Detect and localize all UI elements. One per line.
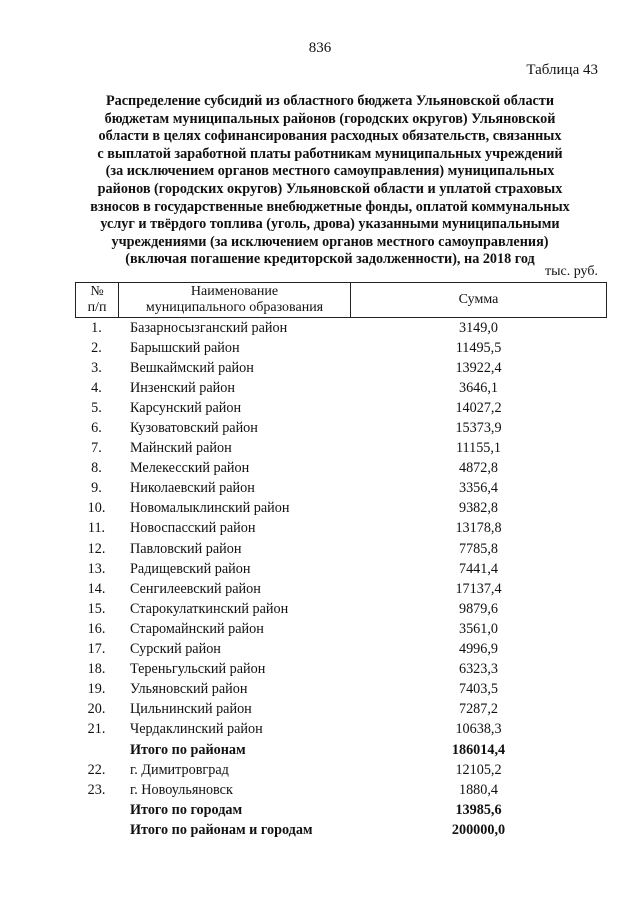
table-row bbox=[75, 318, 607, 338]
row-number: 6. bbox=[91, 420, 102, 437]
row-sum: 10638,3 bbox=[455, 721, 502, 738]
row-sum: 3561,0 bbox=[458, 620, 498, 637]
table-body bbox=[75, 318, 607, 840]
table-total-row bbox=[75, 800, 607, 820]
row-sum: 4996,9 bbox=[458, 641, 498, 658]
row-sum: 17137,4 bbox=[455, 580, 502, 597]
row-name: Базарносызганский район bbox=[130, 319, 288, 336]
row-sum: 13178,8 bbox=[455, 520, 502, 537]
table-label: Таблица 43 bbox=[526, 62, 598, 78]
table-row bbox=[75, 640, 607, 660]
table-row bbox=[75, 660, 607, 680]
table-row bbox=[75, 358, 607, 378]
title-line: взносов в государственные внебюджетные фонды, оплатой коммунальных bbox=[90, 198, 570, 215]
units-label: тыс. руб. bbox=[545, 264, 598, 279]
row-number: 7. bbox=[91, 440, 102, 457]
table-row bbox=[75, 619, 607, 639]
page-number: 836 bbox=[308, 40, 332, 56]
table-row bbox=[75, 418, 607, 438]
header-name-line1: Наименование bbox=[190, 284, 279, 299]
row-name: г. Новоульяновск bbox=[130, 781, 233, 798]
table-total-row bbox=[75, 820, 607, 840]
row-name: Итого по районам bbox=[130, 741, 246, 758]
header-number-column bbox=[76, 283, 119, 317]
row-sum: 6323,3 bbox=[458, 661, 498, 678]
title-line: услуг и твёрдого топлива (уголь, дрова) указанными муниципальными bbox=[100, 216, 560, 233]
row-name: Старокулаткинский район bbox=[130, 600, 289, 617]
header-sum-column bbox=[351, 283, 606, 317]
title-line: бюджетам муниципальных районов (городских округов) Ульяновской bbox=[104, 110, 556, 127]
row-number: 3. bbox=[91, 359, 102, 376]
row-number: 22. bbox=[87, 761, 106, 778]
table-row bbox=[75, 680, 607, 700]
row-sum: 1880,4 bbox=[458, 781, 498, 798]
row-number: 21. bbox=[87, 721, 106, 738]
row-name: Новоспасский район bbox=[130, 520, 256, 537]
header-name-column bbox=[119, 283, 351, 317]
table-row bbox=[75, 398, 607, 418]
row-number: 1. bbox=[91, 319, 102, 336]
header-number-line2: п/п bbox=[87, 300, 107, 315]
row-sum: 186014,4 bbox=[451, 741, 506, 758]
title-line: Распределение субсидий из областного бюджета Ульяновской области bbox=[106, 93, 554, 109]
row-name: Новомалыклинский район bbox=[130, 500, 290, 517]
row-sum: 9382,8 bbox=[458, 500, 498, 517]
row-name: Майнский район bbox=[130, 440, 232, 457]
row-number: 12. bbox=[87, 540, 106, 557]
row-name: Старомайнский район bbox=[130, 620, 264, 637]
row-sum: 15373,9 bbox=[455, 420, 502, 437]
row-sum: 7403,5 bbox=[458, 681, 498, 698]
row-sum: 11495,5 bbox=[455, 339, 502, 356]
row-name: Вешкаймский район bbox=[130, 359, 254, 376]
row-number: 16. bbox=[87, 620, 106, 637]
row-sum: 7785,8 bbox=[458, 540, 498, 557]
row-number: 11. bbox=[87, 520, 106, 537]
row-name: Сурский район bbox=[130, 641, 221, 658]
table-row bbox=[75, 539, 607, 559]
row-number: 5. bbox=[91, 399, 102, 416]
row-sum: 13985,6 bbox=[455, 801, 502, 818]
row-number: 10. bbox=[87, 500, 106, 517]
table-row bbox=[75, 780, 607, 800]
row-number: 19. bbox=[87, 681, 106, 698]
table-row bbox=[75, 378, 607, 398]
row-number: 14. bbox=[87, 580, 106, 597]
row-sum: 9879,6 bbox=[458, 600, 498, 617]
row-sum: 12105,2 bbox=[455, 761, 502, 778]
row-sum: 3646,1 bbox=[458, 379, 498, 396]
row-name: Кузоватовский район bbox=[130, 420, 258, 437]
row-name: Мелекесский район bbox=[130, 460, 250, 477]
document-title bbox=[70, 93, 590, 269]
row-number: 15. bbox=[87, 600, 106, 617]
row-name: г. Димитровград bbox=[130, 761, 229, 778]
row-name: Инзенский район bbox=[130, 379, 235, 396]
row-name: Николаевский район bbox=[130, 480, 255, 497]
table-row bbox=[75, 338, 607, 358]
title-line: области в целях софинансирования расходных обязательств, связанных bbox=[98, 128, 562, 145]
row-sum: 3149,0 bbox=[458, 319, 498, 336]
table-row bbox=[75, 599, 607, 619]
row-sum: 200000,0 bbox=[451, 821, 506, 838]
row-sum: 14027,2 bbox=[455, 399, 502, 416]
row-name: Ульяновский район bbox=[130, 681, 248, 698]
row-number: 13. bbox=[87, 560, 106, 577]
title-line: с выплатой заработной платы работникам муниципальных учреждений bbox=[97, 145, 563, 162]
row-name: Радищевский район bbox=[130, 560, 251, 577]
header-name-line2: муниципального образования bbox=[145, 300, 324, 315]
row-name: Сенгилеевский район bbox=[130, 580, 261, 597]
row-name: Итого по районам и городам bbox=[130, 821, 313, 838]
header-number-line1: № bbox=[90, 284, 104, 299]
row-name: Тереньгульский район bbox=[130, 661, 266, 678]
row-number: 17. bbox=[87, 641, 106, 658]
row-sum: 13922,4 bbox=[455, 359, 502, 376]
row-name: Барышский район bbox=[130, 339, 240, 356]
row-number: 9. bbox=[91, 480, 102, 497]
row-sum: 4872,8 bbox=[458, 460, 498, 477]
row-sum: 7441,4 bbox=[458, 560, 498, 577]
row-name: Чердаклинский район bbox=[130, 721, 263, 738]
header-sum-label: Сумма bbox=[458, 292, 499, 307]
title-line: (за исключением органов местного самоуправления) муниципальных bbox=[105, 163, 555, 180]
row-name: Цильнинский район bbox=[130, 701, 252, 718]
row-number: 18. bbox=[87, 661, 106, 678]
row-name: Итого по городам bbox=[130, 801, 243, 818]
table-row bbox=[75, 499, 607, 519]
title-line: районов (городских округов) Ульяновской области и уплатой страховых bbox=[97, 180, 563, 197]
row-number: 4. bbox=[91, 379, 102, 396]
table-row bbox=[75, 760, 607, 780]
row-sum: 7287,2 bbox=[458, 701, 498, 718]
table-row bbox=[75, 479, 607, 499]
row-number: 20. bbox=[87, 701, 106, 718]
table-header bbox=[75, 282, 607, 318]
table-row bbox=[75, 439, 607, 459]
row-name: Карсунский район bbox=[130, 399, 242, 416]
table-row bbox=[75, 559, 607, 579]
title-line: учреждениями (за исключением органов местного самоуправления) bbox=[111, 233, 549, 250]
row-name: Павловский район bbox=[130, 540, 242, 557]
table-row bbox=[75, 459, 607, 479]
table-row bbox=[75, 700, 607, 720]
row-sum: 11155,1 bbox=[455, 440, 502, 457]
row-number: 8. bbox=[91, 460, 102, 477]
title-line: (включая погашение кредиторской задолженности), на 2018 год bbox=[125, 251, 535, 268]
table-row bbox=[75, 519, 607, 539]
table-row bbox=[75, 720, 607, 740]
table-row bbox=[75, 579, 607, 599]
row-sum: 3356,4 bbox=[458, 480, 498, 497]
row-number: 2. bbox=[91, 339, 102, 356]
row-number: 23. bbox=[87, 781, 106, 798]
table-total-row bbox=[75, 740, 607, 760]
